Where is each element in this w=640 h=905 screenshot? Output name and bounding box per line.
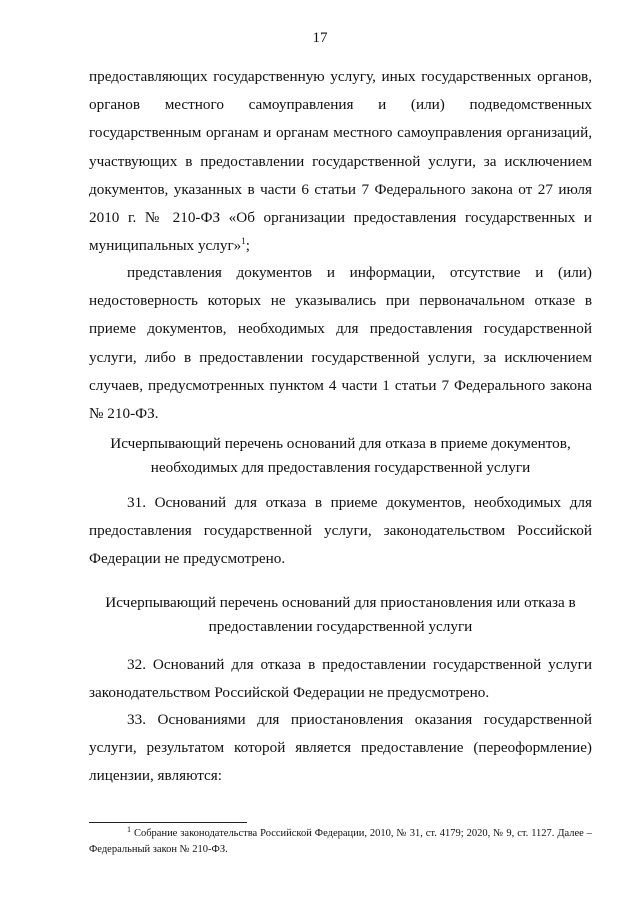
section-heading-line: необходимых для предоставления государственной услуги [150, 458, 531, 476]
paragraph-item-31: 31. Оснований для отказа в приеме документов, необходимых для предоставления государственной услуги, законодательством Российской Федерации не предусмотрено. [89, 494, 592, 568]
footnote-separator [89, 822, 247, 823]
footnote [89, 826, 592, 857]
section-heading-line: Исчерпывающий перечень оснований для приостановления или отказа в [105, 594, 576, 611]
paragraph-item-32: 32. Оснований для отказа в предоставлении государственной услуги законодательством Российской Федерации не предусмотрено. [89, 656, 592, 702]
footnote-marker: 1 [127, 825, 131, 834]
paragraph-item-33: 33. Основаниями для приостановления оказания государственной услуги, результатом которой является предоставление (переоформление) лицензии, являются: [89, 711, 592, 785]
paragraph-representations: представления документов и информации, отсутствие и (или) недостоверность которых не указывались при первоначальном отказе в приеме документов, необходимых для предоставления государственной услуги, либо в предоставлении государственной услуги, за исключением случаев, предусмотренных пунктом 4 части 1 статьи 7 Федерального закона № 210-ФЗ. [89, 264, 592, 423]
section-heading-document-refusal [89, 432, 592, 479]
paragraph-continuation-text: предоставляющих государственную услугу, иных государственных органов, органов местного самоуправления и (или) подведомственных государственным органам и органам местного самоуправления организаций, участвующих в предоставлении государственной услуги, за исключением документов, указанных в части 6 статьи 7 Федерального закона от 27 июля 2010 г. № 210-ФЗ «Об организации предоставления государственных и муниципальных услуг» [89, 68, 592, 255]
section-heading-suspension-refusal [89, 591, 592, 638]
section-heading-line: Исчерпывающий перечень оснований для отказа в приеме документов, [110, 435, 571, 452]
paragraph-continuation [89, 63, 592, 260]
footnote-reference: 1 [241, 236, 246, 247]
paragraph-continuation-tail: ; [245, 237, 251, 255]
footnote-text: Собрание законодательства Российской Федерации, 2010, № 31, ст. 4179; 2020, № 9, ст. 1127. Далее – Федеральный закон № 210-ФЗ. [89, 828, 593, 855]
page-number: 17 [312, 30, 328, 46]
section-heading-line: предоставлении государственной услуги [208, 617, 473, 635]
